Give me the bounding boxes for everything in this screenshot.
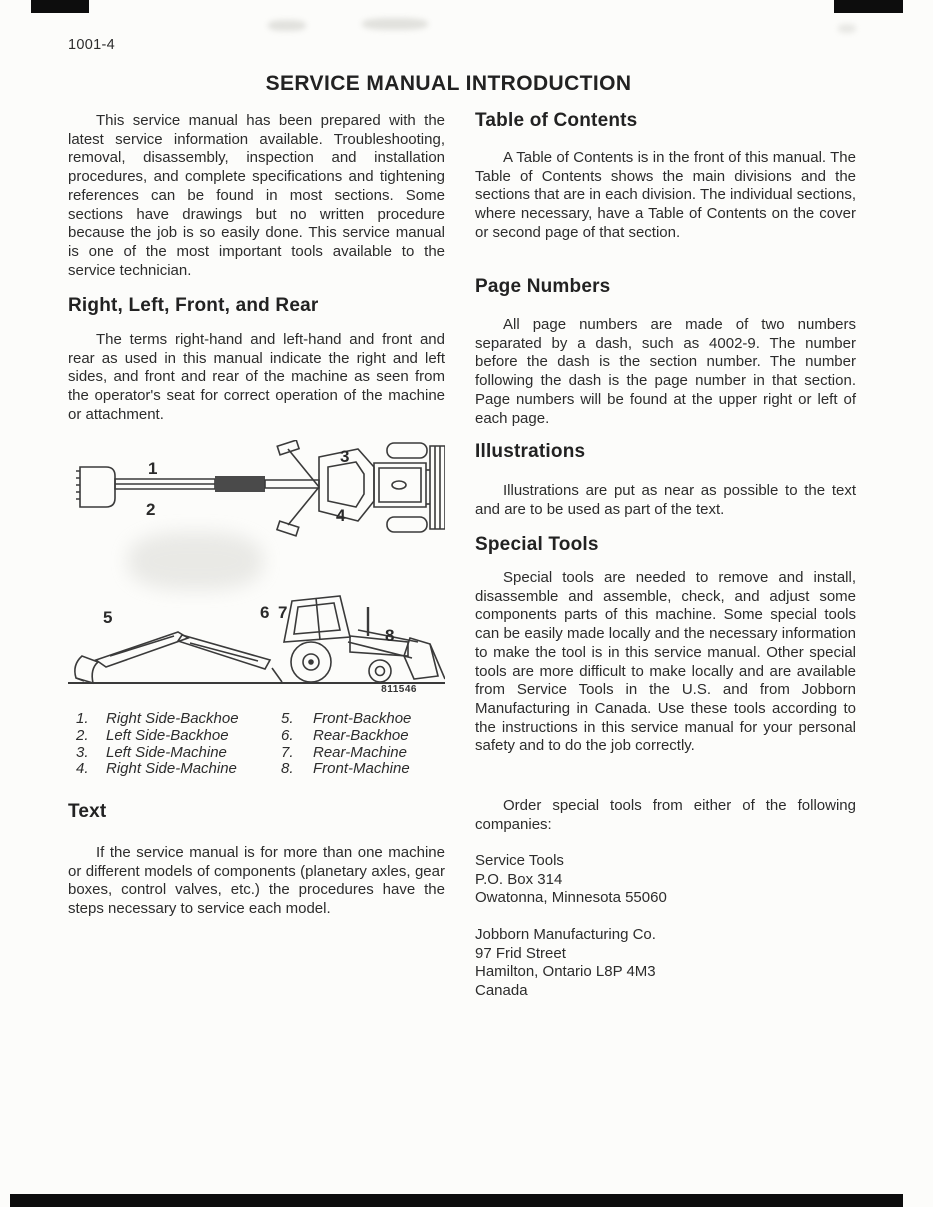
address-line: Hamilton, Ontario L8P 4M3	[475, 963, 656, 981]
legend-num: 7.	[281, 743, 294, 761]
supplier-address-service-tools	[475, 852, 856, 908]
backhoe-top-view-drawing	[68, 440, 445, 538]
address-line: Jobborn Manufacturing Co.	[475, 926, 656, 943]
text-section-paragraph: If the service manual is for more than one machine or different models of components (planetary axles, gear boxes, control valves, etc.) the procedures have the steps necessary to service each model.	[68, 844, 445, 918]
legend-num: 1.	[76, 710, 89, 727]
legend-num: 4.	[76, 760, 89, 778]
rlfr-paragraph: The terms right-hand and left-hand and front and rear as used in this manual indicate the right and left sides, and front and rear of the machine as seen from the operator's seat for correct operation of the machine or attachment.	[68, 331, 445, 423]
figure-callout-6: 6	[260, 603, 270, 622]
toc-paragraph: A Table of Contents is in the front of this manual. The Table of Contents shows the main divisions and the sections that are in each division. The individual sections, where necessary, have a Table of Contents on the cover or second page of that section.	[475, 149, 856, 241]
legend-num: 6.	[281, 726, 294, 744]
legend-label: Right Side-Machine	[106, 760, 237, 778]
backhoe-orientation-figure	[68, 440, 445, 702]
heading-table-of-contents: Table of Contents	[475, 110, 638, 131]
legend-num: 8.	[281, 760, 294, 778]
page-number: 1001-4	[68, 37, 115, 53]
heading-right-left-front-rear: Right, Left, Front, and Rear	[68, 295, 319, 316]
order-tools-paragraph: Order special tools from either of the following companies:	[475, 797, 856, 833]
legend-label: Left Side-Machine	[106, 743, 227, 761]
heading-illustrations: Illustrations	[475, 441, 586, 462]
legend-label: Rear-Machine	[313, 743, 407, 761]
address-line: Canada	[475, 981, 528, 999]
legend-label: Front-Backhoe	[313, 710, 412, 727]
address-line: Service Tools	[475, 852, 564, 869]
address-line: Owatonna, Minnesota 55060	[475, 889, 667, 907]
legend-label: Left Side-Backhoe	[106, 726, 229, 744]
figure-callout-1: 1	[148, 459, 158, 478]
intro-paragraph: This service manual has been prepared with the latest service information available. Troubleshooting, removal, disassembly, inspection and installation procedures, and complete specifications and tightening references can be found in most sections. Some sections have drawings but no written procedure because the job is so easily done. This service manual is one of the most important tools available to the service technician.	[68, 112, 445, 279]
legend-label: Rear-Backhoe	[313, 726, 409, 744]
figure-callout-3: 3	[340, 447, 350, 466]
figure-callout-5: 5	[103, 608, 113, 627]
illustrations-paragraph: Illustrations are put as near as possible to the text and are to be used as part of the text.	[475, 482, 856, 518]
figure-callout-4: 4	[336, 506, 346, 525]
figure-callout-7: 7	[278, 603, 288, 622]
legend-num: 3.	[76, 743, 89, 761]
page-numbers-paragraph: All page numbers are made of two numbers separated by a dash, such as 4002-9. The number before the dash is the section number. The number following the dash is the page number in that section. Page numbers will be found at the upper right or left of each page.	[475, 316, 856, 427]
heading-page-numbers: Page Numbers	[475, 276, 611, 297]
left-column	[68, 0, 445, 1207]
legend-num: 5.	[281, 710, 294, 727]
heading-text: Text	[68, 801, 107, 822]
right-column	[475, 0, 856, 1207]
legend-label: Front-Machine	[313, 760, 410, 778]
figure-number: 811546	[381, 684, 417, 695]
legend-num: 2.	[76, 726, 89, 744]
address-line: P.O. Box 314	[475, 870, 563, 888]
legend-label: Right Side-Backhoe	[106, 710, 239, 727]
address-line: 97 Frid Street	[475, 944, 566, 962]
figure-callout-8: 8	[385, 626, 395, 645]
supplier-address-jobborn	[475, 926, 856, 1000]
heading-special-tools: Special Tools	[475, 534, 599, 555]
figure-legend	[68, 711, 453, 778]
figure-callout-2: 2	[146, 500, 156, 519]
page-title: SERVICE MANUAL INTRODUCTION	[265, 72, 632, 95]
special-tools-paragraph: Special tools are needed to remove and install, disassemble and assemble, check, and adjust some components parts of this machine. Some special tools can be easily made locally and the necessary information to make the tool is in this service manual. Other special tools are more difficult to make locally and are available from Service Tools in the U.S. and from Jobborn Manufacturing in Canada. Use these tools according to the instructions in this service manual for your personal safety and to do the job correctly.	[475, 569, 856, 755]
